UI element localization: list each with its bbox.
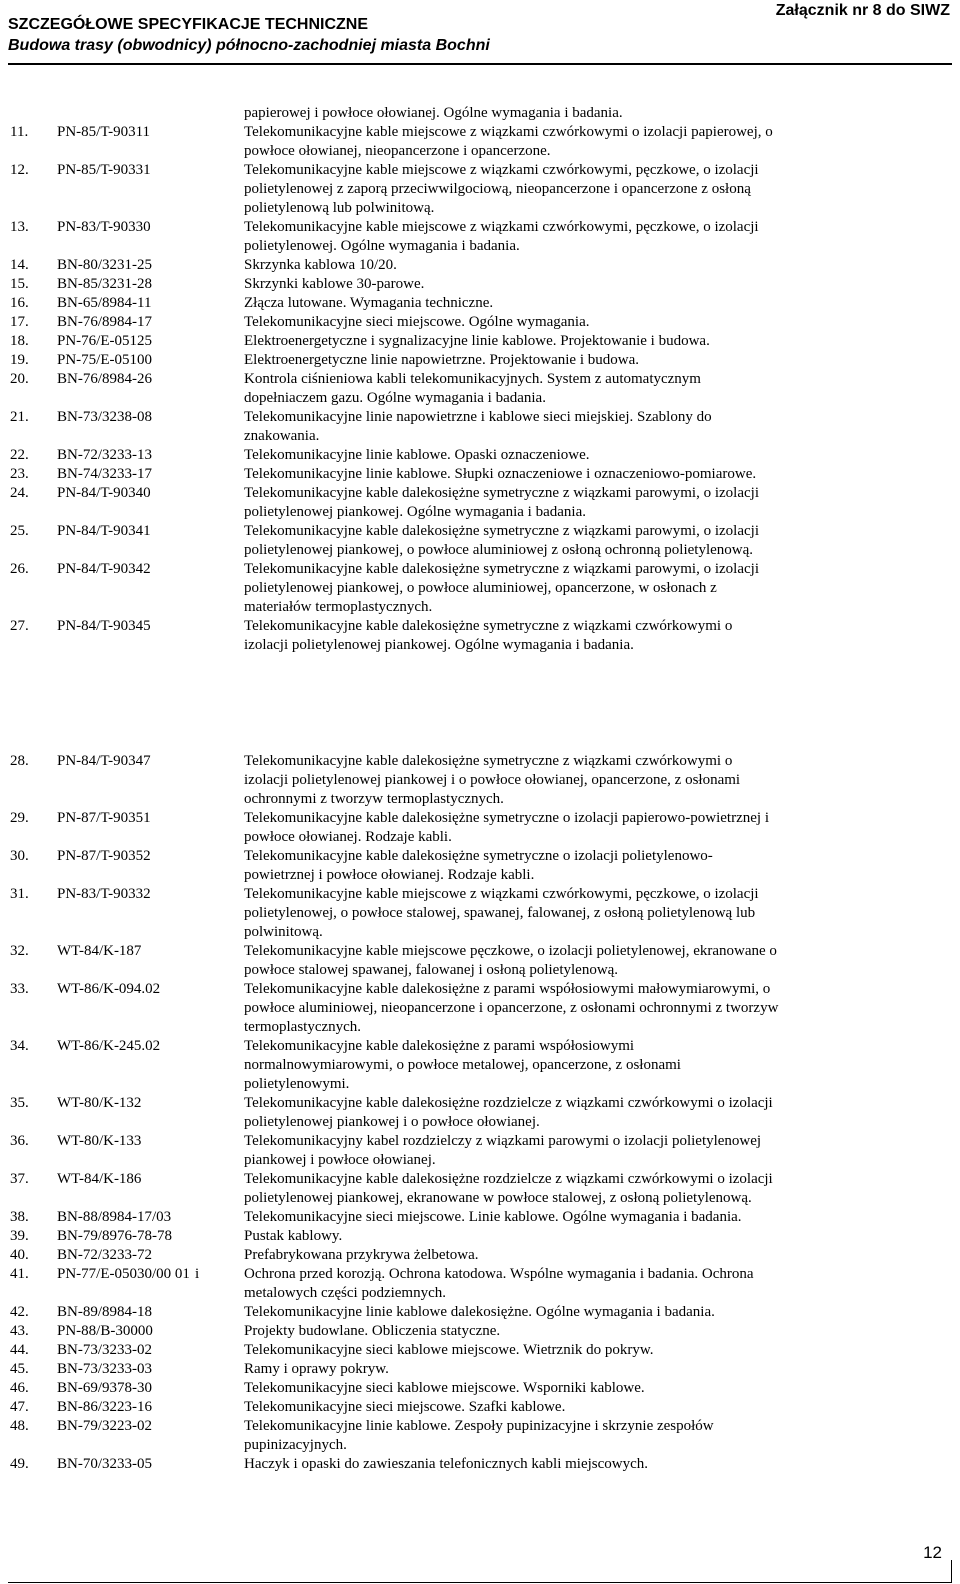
standard-description: Telekomunikacyjny kabel rozdzielczy z wiązkami parowymi o izolacji polietylenowej piankowej i powłoce ołowianej. (244, 1133, 762, 1168)
item-number: 30. (10, 848, 29, 864)
list-item (0, 885, 960, 942)
standard-description: Telekomunikacyjne kable miejscowe z wiązkami czwórkowymi o izolacji papierowej, o powłoce ołowianej, nieopancerzone i opancerzone. (244, 124, 773, 159)
standard-description: Telekomunikacyjne kable dalekosiężne symetryczne z wiązkami czwórkowymi o izolacji polietylenowej piankowej. Ogólne wymagania i badania. (244, 618, 733, 653)
standard-code: PN-85/T-90311 (57, 124, 151, 140)
standard-description: Telekomunikacyjne linie kablowe dalekosiężne. Ogólne wymagania i badania. (244, 1304, 715, 1320)
page-number: 12 (923, 1543, 942, 1562)
list-item (0, 1455, 960, 1474)
standard-description: Telekomunikacyjne kable dalekosiężne symetryczne z wiązkami parowymi, o izolacji polietylenowej piankowej, o powłoce aluminiowej, opancerzone, w osłonach z materiałów termoplastycznych. (244, 561, 759, 615)
item-number: 24. (10, 485, 29, 501)
standard-description: Telekomunikacyjne linie kablowe. Zespoły pupinizacyjne i skrzynie zespołów pupinizacyjnych. (244, 1418, 714, 1453)
item-number: 47. (10, 1399, 29, 1415)
list-item (0, 294, 960, 313)
footer-vertical-rule (951, 1560, 952, 1582)
list-item (0, 1208, 960, 1227)
standards-list-part2 (0, 752, 960, 1474)
document-header (8, 14, 490, 56)
continuation-text: papierowej i powłoce ołowianej. Ogólne wymagania i badania. (244, 105, 623, 121)
standard-description: Telekomunikacyjne kable dalekosiężne symetryczne z wiązkami czwórkowymi o izolacji polietylenowej piankowej i o powłoce ołowianej, opancerzone, z osłonami ochronnymi z tworzyw termoplastycznych. (244, 753, 741, 807)
standard-description: Pustak kablowy. (244, 1228, 343, 1244)
standard-description: Ramy i oprawy pokryw. (244, 1361, 389, 1377)
item-number: 16. (10, 295, 29, 311)
standard-code: WT-80/K-132 (57, 1095, 142, 1111)
standard-code: BN-72/3233-72 (57, 1247, 152, 1263)
standard-code: WT-86/K-245.02 (57, 1038, 161, 1054)
standards-list-part1 (0, 104, 960, 655)
item-number: 12. (10, 162, 29, 178)
standard-code: BN-88/8984-17/03 (57, 1209, 172, 1225)
item-number: 35. (10, 1095, 29, 1111)
item-number: 36. (10, 1133, 29, 1149)
list-item (0, 1132, 960, 1170)
document-subtitle: Budowa trasy (obwodnicy) północno-zachodniej miasta Bochni (8, 37, 490, 54)
standard-description: Elektroenergetyczne linie napowietrzne. Projektowanie i budowa. (244, 352, 639, 368)
standard-code: BN-76/8984-26 (57, 371, 152, 387)
list-item (0, 465, 960, 484)
list-item (0, 1246, 960, 1265)
item-number: 19. (10, 352, 29, 368)
list-item (0, 1227, 960, 1246)
standard-code: PN-83/T-90332 (57, 886, 151, 902)
item-number: 21. (10, 409, 29, 425)
standard-code: BN-89/8984-18 (57, 1304, 152, 1320)
list-item (0, 351, 960, 370)
list-item (0, 1303, 960, 1322)
standard-description: Prefabrykowana przykrywa żelbetowa. (244, 1247, 479, 1263)
standard-code: BN-74/3233-17 (57, 466, 152, 482)
item-number: 17. (10, 314, 29, 330)
item-number: 32. (10, 943, 29, 959)
standard-code: BN-65/8984-11 (57, 295, 152, 311)
standard-description: Telekomunikacyjne sieci kablowe miejscowe. Wietrznik do pokryw. (244, 1342, 654, 1358)
list-item (0, 1417, 960, 1455)
list-item (0, 1322, 960, 1341)
standard-code: PN-77/E-05030/00 01 (57, 1266, 190, 1282)
standard-code: BN-86/3223-16 (57, 1399, 152, 1415)
standard-description: Telekomunikacyjne kable dalekosiężne z parami współosiowymi normalnowymiarowymi, o powłoce metalowej, opancerzone, z osłonami polietylenowymi. (244, 1038, 681, 1092)
item-number: 25. (10, 523, 29, 539)
standard-description: Telekomunikacyjne kable dalekosiężne rozdzielcze z wiązkami czwórkowymi o izolacji polietylenowej piankowej i o powłoce ołowianej. (244, 1095, 773, 1130)
standard-code: BN-79/3223-02 (57, 1418, 152, 1434)
list-item (0, 1094, 960, 1132)
standard-description: Telekomunikacyjne kable dalekosiężne symetryczne o izolacji polietylenowo-powietrznej i powłoce ołowianej. Rodzaje kabli. (244, 848, 713, 883)
item-number: 20. (10, 371, 29, 387)
list-item (0, 218, 960, 256)
list-item (0, 484, 960, 522)
list-item (0, 370, 960, 408)
standard-description: Telekomunikacyjne linie kablowe. Opaski oznaczeniowe. (244, 447, 590, 463)
item-number: 34. (10, 1038, 29, 1054)
item-number: 43. (10, 1323, 29, 1339)
standard-description: Telekomunikacyjne sieci miejscowe. Szafki kablowe. (244, 1399, 566, 1415)
item-number: 44. (10, 1342, 29, 1358)
list-item (0, 1037, 960, 1094)
list-item (0, 1360, 960, 1379)
list-item (0, 1265, 960, 1303)
standard-description: Złącza lutowane. Wymagania techniczne. (244, 295, 494, 311)
standard-description: Telekomunikacyjne kable miejscowe z wiązkami czwórkowymi, pęczkowe, o izolacji polietylenowej. Ogólne wymagania i badania. (244, 219, 759, 254)
standard-code: PN-84/T-90340 (57, 485, 151, 501)
standard-code: BN-70/3233-05 (57, 1456, 152, 1472)
standard-description: Telekomunikacyjne sieci miejscowe. Ogólne wymagania. (244, 314, 590, 330)
standard-description: Telekomunikacyjne kable dalekosiężne symetryczne z wiązkami parowymi, o izolacji polietylenowej piankowej, o powłoce aluminiowej z osłoną ochronną polietylenową. (244, 523, 759, 558)
standard-code: PN-87/T-90351 (57, 810, 151, 826)
standard-code: BN-80/3231-25 (57, 257, 152, 273)
list-item (0, 332, 960, 351)
document-title: SZCZEGÓŁOWE SPECYFIKACJE TECHNICZNE (8, 16, 369, 33)
standard-code: BN-72/3233-13 (57, 447, 152, 463)
list-item (0, 1398, 960, 1417)
item-number: 29. (10, 810, 29, 826)
list-item (0, 161, 960, 218)
standard-code: BN-69/9378-30 (57, 1380, 152, 1396)
standard-code: PN-88/B-30000 (57, 1323, 153, 1339)
item-number: 37. (10, 1171, 29, 1187)
list-item (0, 617, 960, 655)
standard-code: BN-73/3233-03 (57, 1361, 152, 1377)
item-number: 15. (10, 276, 29, 292)
item-number: 40. (10, 1247, 29, 1263)
item-number: 38. (10, 1209, 29, 1225)
item-number: 49. (10, 1456, 29, 1472)
item-number: 48. (10, 1418, 29, 1434)
continuation-row (0, 104, 960, 123)
item-number: 18. (10, 333, 29, 349)
standard-code: PN-84/T-90342 (57, 561, 151, 577)
standard-description: Kontrola ciśnieniowa kabli telekomunikacyjnych. System z automatycznym dopełniaczem gazu. Ogólne wymagania i badania. (244, 371, 701, 406)
standards-list-2 (0, 752, 960, 1474)
list-item (0, 1379, 960, 1398)
standard-description: Telekomunikacyjne kable miejscowe z wiązkami czwórkowymi, pęczkowe, o izolacji polietylenowej z zaporą przeciwwilgociową, nieopancerzone i opancerzone z osłoną polietylenową lub polwinitową. (244, 162, 759, 216)
item-number: 46. (10, 1380, 29, 1396)
standard-description: Telekomunikacyjne sieci miejscowe. Linie kablowe. Ogólne wymagania i badania. (244, 1209, 742, 1225)
standard-code: WT-84/K-187 (57, 943, 142, 959)
item-number: 39. (10, 1228, 29, 1244)
item-number: 26. (10, 561, 29, 577)
standard-description: Telekomunikacyjne linie napowietrzne i kablowe sieci miejskiej. Szablony do znakowania. (244, 409, 712, 444)
list-item (0, 275, 960, 294)
standard-description: Telekomunikacyjne kable dalekosiężne symetryczne o izolacji papierowo-powietrznej i powłoce ołowianej. Rodzaje kabli. (244, 810, 769, 845)
standard-code: BN-79/8976-78-78 (57, 1228, 172, 1244)
standard-code: PN-84/T-90347 (57, 753, 151, 769)
header-divider (8, 63, 952, 65)
list-item (0, 560, 960, 617)
standard-description: Telekomunikacyjne linie kablowe. Słupki oznaczeniowe i oznaczeniowo-pomiarowe. (244, 466, 757, 482)
standard-description: Telekomunikacyjne kable miejscowe z wiązkami czwórkowymi, pęczkowe, o izolacji polietylenowej, o powłoce stalowej, spawanej, falowanej, z osłoną polietylenową lub polwinitową. (244, 886, 759, 940)
standard-code: PN-87/T-90352 (57, 848, 151, 864)
standard-code: BN-73/3233-02 (57, 1342, 152, 1358)
standard-code: WT-86/K-094.02 (57, 981, 161, 997)
item-number: 41. (10, 1266, 29, 1282)
standard-code: WT-80/K-133 (57, 1133, 142, 1149)
standard-description: Haczyk i opaski do zawieszania telefonicznych kabli miejscowych. (244, 1456, 649, 1472)
standard-description: Telekomunikacyjne kable dalekosiężne z parami współosiowymi małowymiarowymi, o powłoce aluminiowej, nieopancerzone i opancerzone, z osłonami ochronnymi z tworzyw termoplastycznych. (244, 981, 779, 1035)
list-item (0, 1341, 960, 1360)
item-number: 23. (10, 466, 29, 482)
standard-code: PN-85/T-90331 (57, 162, 151, 178)
standard-code: PN-84/T-90341 (57, 523, 151, 539)
item-number: 45. (10, 1361, 29, 1377)
list-item (0, 942, 960, 980)
code-separator: i (195, 1266, 200, 1282)
item-number: 27. (10, 618, 29, 634)
footer-divider (8, 1582, 952, 1583)
item-number: 42. (10, 1304, 29, 1320)
attachment-label: Załącznik nr 8 do SIWZ (775, 2, 950, 19)
list-item (0, 123, 960, 161)
standard-description: Projekty budowlane. Obliczenia statyczne. (244, 1323, 501, 1339)
standard-description: Skrzynka kablowa 10/20. (244, 257, 397, 273)
item-number: 31. (10, 886, 29, 902)
list-item (0, 752, 960, 809)
list-item (0, 847, 960, 885)
standard-code: BN-73/3238-08 (57, 409, 152, 425)
list-item (0, 408, 960, 446)
standard-code: PN-84/T-90345 (57, 618, 151, 634)
item-number: 14. (10, 257, 29, 273)
standard-description: Elektroenergetyczne i sygnalizacyjne linie kablowe. Projektowanie i budowa. (244, 333, 710, 349)
list-item (0, 522, 960, 560)
list-item (0, 313, 960, 332)
item-number: 13. (10, 219, 29, 235)
standards-list-1 (0, 123, 960, 655)
standard-code: BN-85/3231-28 (57, 276, 152, 292)
list-item (0, 1170, 960, 1208)
standard-code: PN-83/T-90330 (57, 219, 151, 235)
item-number: 22. (10, 447, 29, 463)
standard-code: BN-76/8984-17 (57, 314, 152, 330)
standard-code: PN-75/E-05100 (57, 352, 152, 368)
item-number: 11. (10, 124, 29, 140)
standard-description: Skrzynki kablowe 30-parowe. (244, 276, 425, 292)
item-number: 28. (10, 753, 29, 769)
list-item (0, 980, 960, 1037)
standard-description: Telekomunikacyjne kable miejscowe pęczkowe, o izolacji polietylenowej, ekranowane o powłoce stalowej spawanej, falowanej i osłoną polietylenową. (244, 943, 777, 978)
list-item (0, 446, 960, 465)
standard-description: Telekomunikacyjne kable dalekosiężne symetryczne z wiązkami parowymi, o izolacji polietylenowej piankowej. Ogólne wymagania i badania. (244, 485, 759, 520)
standard-description: Ochrona przed korozją. Ochrona katodowa. Wspólne wymagania i badania. Ochrona metalowych części podziemnych. (244, 1266, 754, 1301)
list-item (0, 809, 960, 847)
standard-description: Telekomunikacyjne kable dalekosiężne rozdzielcze z wiązkami czwórkowymi o izolacji polietylenowej piankowej, ekranowane w powłoce stalowej, z osłoną polietylenową. (244, 1171, 773, 1206)
item-number: 33. (10, 981, 29, 997)
standard-code: WT-84/K-186 (57, 1171, 142, 1187)
standard-code: PN-76/E-05125 (57, 333, 152, 349)
standard-description: Telekomunikacyjne sieci kablowe miejscowe. Wsporniki kablowe. (244, 1380, 645, 1396)
list-item (0, 256, 960, 275)
